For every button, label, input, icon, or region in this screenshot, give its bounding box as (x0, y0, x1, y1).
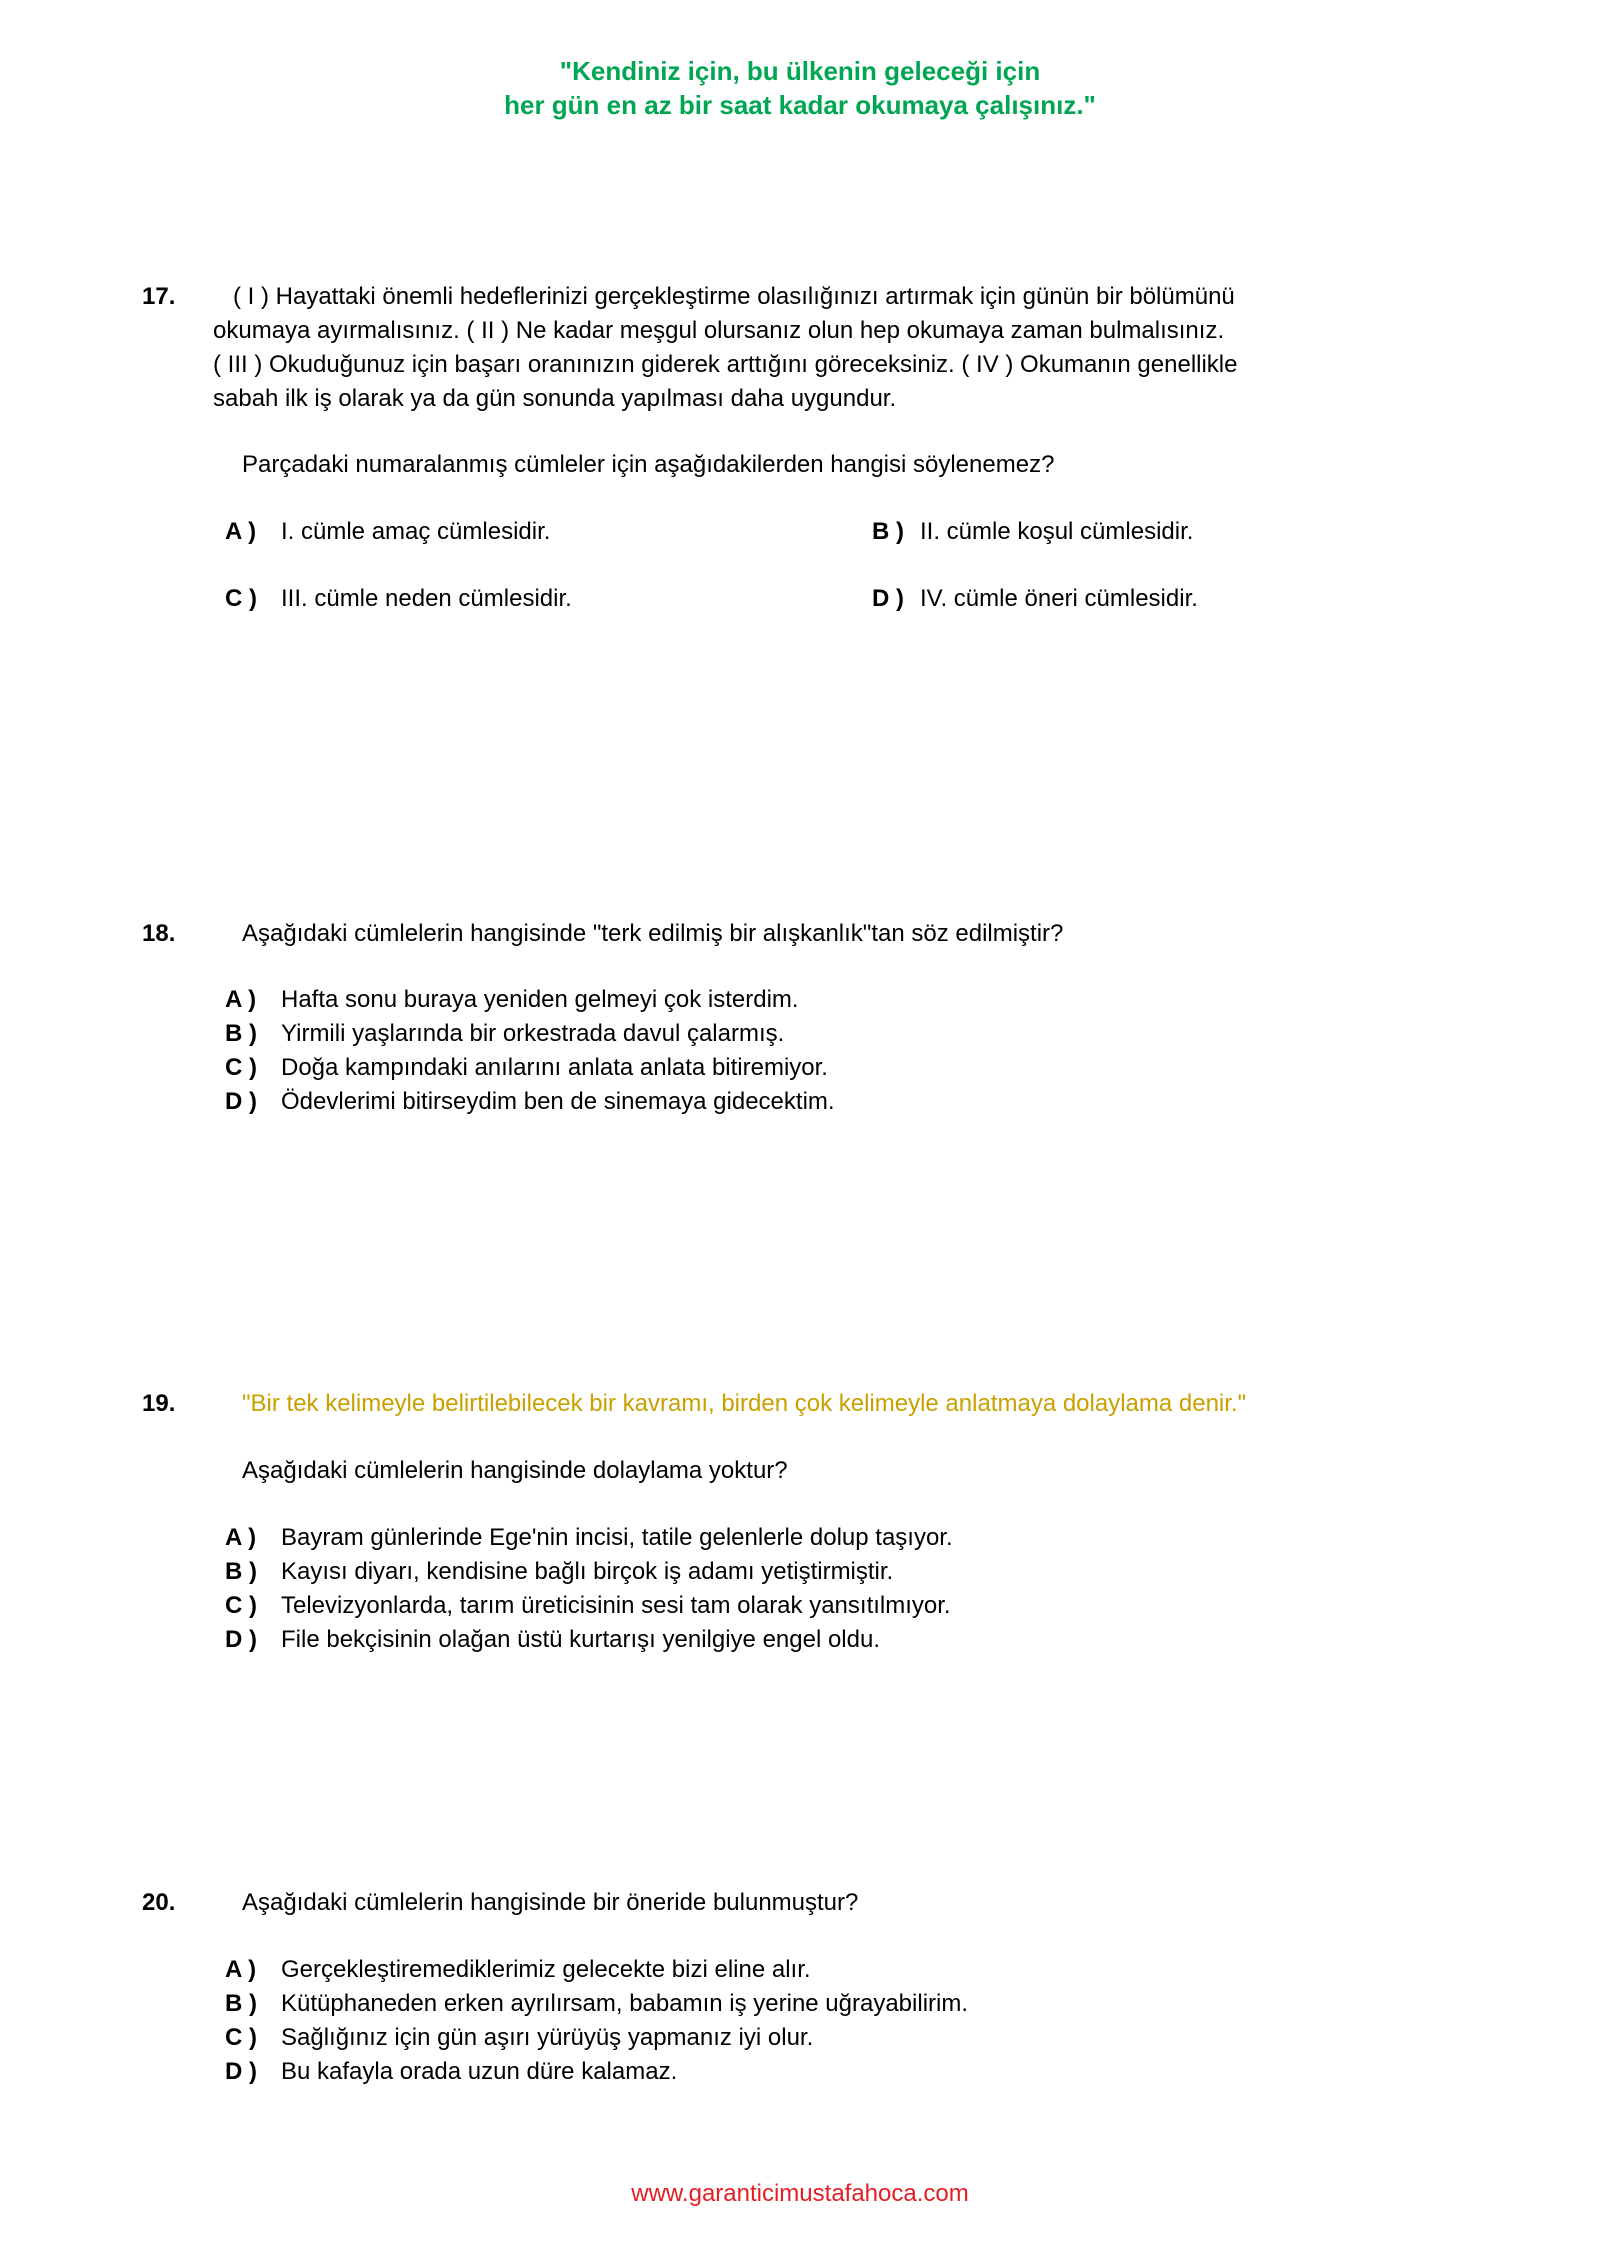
option-text: Ödevlerimi bitirseydim ben de sinemaya gidecektim. (281, 1088, 835, 1115)
option-label: A ) (225, 1956, 257, 1983)
question-prompt: Aşağıdaki cümlelerin hangisinde dolaylama yoktur? (242, 1457, 788, 1484)
option-text: Bu kafayla orada uzun düre kalamaz. (281, 2058, 678, 2085)
option-a[interactable] (225, 1521, 953, 1555)
option-text: Televizyonlarda, tarım üreticisinin sesi tam olarak yansıtılmıyor. (281, 1592, 951, 1619)
option-label: A ) (225, 986, 257, 1013)
option-label: D ) (225, 2058, 257, 2085)
option-label: B ) (225, 1020, 257, 1047)
option-text: Doğa kampındaki anılarını anlata anlata bitiremiyor. (281, 1054, 828, 1081)
option-text: Yirmili yaşlarında bir orkestrada davul çalarmış. (281, 1020, 785, 1047)
option-label: C ) (225, 1592, 257, 1619)
option-a[interactable] (225, 983, 799, 1017)
option-label: A ) (225, 518, 257, 545)
option-b[interactable] (225, 1555, 893, 1589)
option-a[interactable] (225, 515, 550, 549)
question-prompt: Aşağıdaki cümlelerin hangisinde "terk edilmiş bir alışkanlık"tan söz edilmiştir? (242, 920, 1064, 947)
option-label: C ) (225, 1054, 257, 1081)
option-c[interactable] (225, 1051, 828, 1085)
option-text: Hafta sonu buraya yeniden gelmeyi çok isterdim. (281, 986, 799, 1013)
option-b[interactable] (872, 515, 1193, 549)
question-number: 19. (142, 1390, 176, 1417)
option-text: III. cümle neden cümlesidir. (281, 585, 572, 612)
option-b[interactable] (225, 1987, 968, 2021)
option-text: Sağlığınız için gün aşırı yürüyüş yapmanız iyi olur. (281, 2024, 814, 2051)
footer-url[interactable]: www.garanticimustafahoca.com (631, 2180, 969, 2207)
question-passage (213, 280, 1393, 314)
motto-line-2: her gün en az bir saat kadar okumaya çalışınız." (504, 90, 1096, 120)
option-text: Gerçekleştiremediklerimiz gelecekte bizi eline alır. (281, 1956, 811, 1983)
passage-line: ( III ) Okuduğunuz için başarı oranınızın giderek arttığını göreceksiniz. ( IV ) Okumanın genellikle (213, 351, 1238, 378)
passage-line: sabah ilk iş olarak ya da gün sonunda yapılması daha uygundur. (213, 385, 897, 412)
option-text: I. cümle amaç cümlesidir. (281, 518, 551, 545)
option-a[interactable] (225, 1953, 811, 1987)
question-passage-cont (213, 314, 1393, 416)
question-number: 17. (142, 283, 176, 310)
option-text: IV. cümle öneri cümlesidir. (920, 585, 1198, 612)
option-d[interactable] (225, 1623, 880, 1657)
question-prompt: Parçadaki numaralanmış cümleler için aşağıdakilerden hangisi söylenemez? (242, 451, 1055, 478)
option-d[interactable] (225, 2055, 677, 2089)
option-d[interactable] (872, 582, 1198, 616)
option-label: D ) (225, 1088, 257, 1115)
question-number: 20. (142, 1889, 176, 1916)
option-text: II. cümle koşul cümlesidir. (920, 518, 1194, 545)
option-b[interactable] (225, 1017, 784, 1051)
option-label: C ) (225, 585, 257, 612)
option-label: D ) (872, 585, 904, 612)
question-number: 18. (142, 920, 176, 947)
option-c[interactable] (225, 582, 572, 616)
passage-line: okumaya ayırmalısınız. ( II ) Ne kadar meşgul olursanız olun hep okumaya zaman bulmalısınız. (213, 317, 1225, 344)
definition-quote: "Bir tek kelimeyle belirtilebilecek bir kavramı, birden çok kelimeyle anlatmaya dolaylama denir." (242, 1390, 1247, 1417)
option-label: C ) (225, 2024, 257, 2051)
question-prompt: Aşağıdaki cümlelerin hangisinde bir öneride bulunmuştur? (242, 1889, 859, 1916)
option-text: Kayısı diyarı, kendisine bağlı birçok iş adamı yetiştirmiştir. (281, 1558, 894, 1585)
passage-line: ( I ) Hayattaki önemli hedeflerinizi gerçekleştirme olasılığınızı artırmak için günün bir bölümünü (233, 283, 1235, 310)
option-label: B ) (225, 1558, 257, 1585)
option-label: D ) (225, 1626, 257, 1653)
option-text: Bayram günlerinde Ege'nin incisi, tatile gelenlerle dolup taşıyor. (281, 1524, 953, 1551)
option-label: A ) (225, 1524, 257, 1551)
motto-header (0, 54, 1600, 122)
option-text: Kütüphaneden erken ayrılırsam, babamın iş yerine uğrayabilirim. (281, 1990, 969, 2017)
option-c[interactable] (225, 2021, 813, 2055)
motto-line-1: "Kendiniz için, bu ülkenin geleceği için (559, 56, 1041, 86)
option-c[interactable] (225, 1589, 951, 1623)
option-d[interactable] (225, 1085, 835, 1119)
option-label: B ) (225, 1990, 257, 2017)
option-label: B ) (872, 518, 904, 545)
option-text: File bekçisinin olağan üstü kurtarışı yenilgiye engel oldu. (281, 1626, 881, 1653)
